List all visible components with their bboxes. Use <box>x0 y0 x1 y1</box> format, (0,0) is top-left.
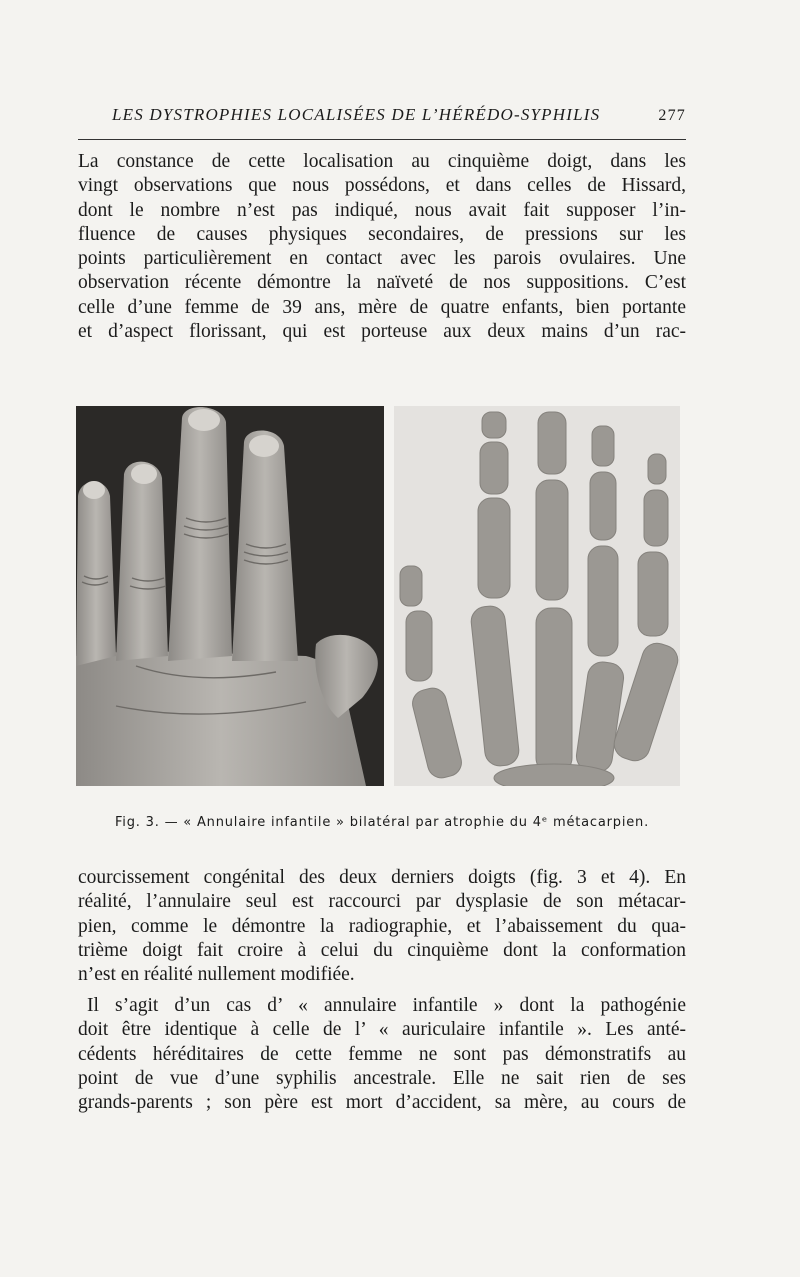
running-header <box>78 103 686 129</box>
text-line: pien, comme le démontre la radiographie, et l’abaissement du qua- <box>78 915 686 937</box>
page-number: 277 <box>658 107 686 124</box>
figure-3 <box>76 406 682 788</box>
text-line: trième doigt fait croire à celui du cinquième dont la conformation <box>78 939 686 961</box>
text-line: n’est en réalité nullement modifiée. <box>78 964 355 986</box>
hand-radiograph <box>394 406 680 786</box>
running-title: LES DYSTROPHIES LOCALISÉES DE L’HÉRÉDO-SYPHILIS <box>112 105 601 124</box>
text-line: fluence de causes physiques secondaires, de pressions sur les <box>78 223 686 245</box>
paragraph-3 <box>78 994 686 1115</box>
text-line: courcissement congénital des deux derniers doigts (fig. 3 et 4). En <box>78 867 686 888</box>
text-line: point de vue d’une syphilis ancestrale. Elle ne sait rien de ses <box>78 1067 686 1089</box>
text-line: Il s’agit d’un cas d’ « annulaire infantile » dont la pathogénie <box>87 995 686 1016</box>
text-line: observation récente démontre la naïveté de nos suppositions. C’est <box>78 272 686 294</box>
text-line: réalité, l’annulaire seul est raccourci par dysplasie de son métacar- <box>78 891 686 913</box>
paragraph-1 <box>78 150 686 344</box>
text-line: celle d’une femme de 39 ans, mère de quatre enfants, bien portante <box>78 296 686 318</box>
text-line: cédents héréditaires de cette femme ne sont pas démonstratifs au <box>78 1043 686 1065</box>
text-line: dont le nombre n’est pas indiqué, nous avait fait supposer l’in- <box>78 199 686 221</box>
text-line: grands-parents ; son père est mort d’accident, sa mère, au cours de <box>78 1092 686 1114</box>
text-line: La constance de cette localisation au cinquième doigt, dans les <box>78 151 686 172</box>
figure-caption: Fig. 3. — « Annulaire infantile » bilatéral par atrophie du 4ᵉ métacarpien. <box>114 815 650 830</box>
hand-photograph <box>76 406 384 786</box>
text-line: et d’aspect florissant, qui est porteuse aux deux mains d’un rac- <box>78 321 686 343</box>
header-rule <box>78 139 686 140</box>
text-line: points particulièrement en contact avec les parois ovulaires. Une <box>78 248 686 270</box>
text-line: doit être identique à celle de l’ « auriculaire infantile ». Les anté- <box>78 1019 686 1041</box>
paragraph-2 <box>78 866 686 987</box>
text-line: vingt observations que nous possédons, et dans celles de Hissard, <box>78 175 686 197</box>
